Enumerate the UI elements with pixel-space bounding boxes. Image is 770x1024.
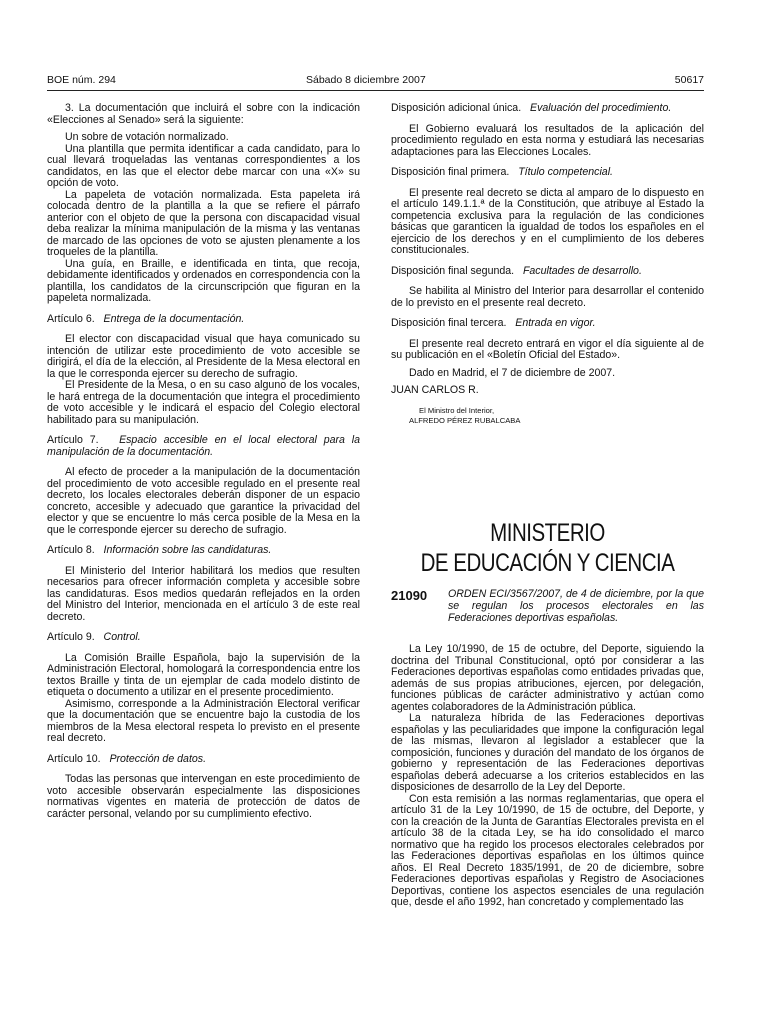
paragraph: Al efecto de proceder a la manipulación de la documentación del procedimiento de voto accesible regulado en el presente real decreto, los locales electorales deberán disponer de un espacio concreto, accesible y adecuado que garantice la privacidad del elector y que se encuentre lo más cerca posible de la Mesa en la que le corresponde ejercer su derecho de sufragio. (47, 466, 360, 536)
paragraph: Se habilita al Ministro del Interior para desarrollar el contenido de lo previsto en el presente real decreto. (391, 285, 704, 309)
provision-title: Título competencial. (518, 166, 613, 178)
provision-heading (391, 318, 704, 330)
paragraph: El Ministerio del Interior habilitará los medios que resulten necesarios para ofrecer información completa y accesible sobre las candidaturas. Esos medios quedarán reflejados en la orden del Ministro del Interior, mencionada en el artículo 3 de este real decreto. (47, 564, 360, 623)
ministry-line-1: MINISTERIO (490, 519, 605, 547)
right-column (391, 103, 704, 427)
paragraph: Una guía, en Braille, e identificada en tinta, que recoja, debidamente identificados y ordenados en correspondencia con la plantilla, los candidatos de la circunscripción que figuran en la papeleta normalizada. (47, 257, 360, 304)
paragraph: 3. La documentación que incluirá el sobre con la indicación «Elecciones al Senado» será la siguiente: (47, 102, 360, 126)
article-label: Artículo 9. (47, 631, 95, 643)
paragraph: La Ley 10/1990, de 15 de octubre, del Deporte, siguiendo la doctrina del Tribunal Constitucional, optó por considerar a las Federaciones deportivas españolas como entidades privadas que, además de sus propias atribuciones, ejercen, por delegación, funciones públicas de carácter administrativo y actúan como agentes colaboradores de la Administración pública. (391, 643, 704, 713)
paragraph: El Gobierno evaluará los resultados de la aplicación del procedimiento regulado en esta norma y estudiará las necesarias adaptaciones para las Elecciones Locales. (391, 122, 704, 158)
article-title: Control. (103, 631, 141, 643)
minister-name: ALFREDO PÉREZ RUBALCABA (409, 416, 521, 425)
order-title: ORDEN ECI/3567/2007, de 4 de diciembre, por la que se regulan los procesos electorales en las Federaciones deportivas españolas. (448, 588, 704, 624)
paragraph: El elector con discapacidad visual que haya comunicado su intención de utilizar este procedimiento de voto accesible se dirigirá, el día de la elección, al Presidente de la Mesa electoral en la que le corresponda ejercer su derecho de sufragio. (47, 333, 360, 380)
order-body (391, 644, 704, 909)
paragraph: Con esta remisión a las normas reglamentarias, que opera el artículo 31 de la Ley 10/1990, de 15 de octubre, del Deporte, y con la creación de la Junta de Garantías Electorales prevista en el artículo 38 de la citada Ley, se ha ido consolidado el marco normativo que ha regido los procesos electorales celebrados por las Federaciones deportivas españolas en los últimos quince años. El Real Decreto 1835/1991, de 20 de diciembre, sobre Federaciones deportivas españolas y Registro de Asociaciones Deportivas, contiene los aspectos esenciales de una regulación que, desde el año 1992, han concretado y complementado las (391, 792, 704, 908)
paragraph: Un sobre de votación normalizado. (65, 131, 229, 143)
provision-heading (391, 167, 704, 179)
article-heading (47, 545, 360, 557)
article-title: Espacio accesible en el local electoral para la manipulación de la documentación. (47, 434, 360, 458)
provision-label: Disposición final primera. (391, 166, 510, 178)
publication-date: Sábado 8 diciembre 2007 (306, 74, 426, 86)
provision-heading (391, 103, 704, 115)
ministry-heading (419, 518, 676, 578)
paragraph: Una plantilla que permita identificar a cada candidato, para lo cual llevará troqueladas las ventanas correspondientes a los candidatos, en las que el elector debe marcar con una «X» su opción de voto. (47, 142, 360, 189)
article-label: Artículo 8. (47, 544, 95, 556)
page-header (47, 74, 704, 88)
header-rule (47, 90, 704, 91)
provision-label: Disposición final segunda. (391, 264, 515, 277)
paragraph: La papeleta de votación normalizada. Esta papeleta irá colocada dentro de la plantilla a la que se refiere el párrafo anterior con el objeto de que la persona con discapacidad visual deba realizar la mínima manipulación de la misma y las ventanas de marcado de las opciones de voto se ajusten plenamente a los troqueles de la plantilla. (47, 188, 360, 258)
paragraph: El presente real decreto se dicta al amparo de lo dispuesto en el artículo 149.1.1.ª de la Constitución, que atribuye al Estado la competencia exclusiva para la regulación de las condiciones básicas que garanticen la igualdad de todos los españoles en el ejercicio de los derechos y en el cumplimiento de los deberes constitucionales. (391, 186, 704, 256)
paragraph: La naturaleza híbrida de las Federaciones deportivas españolas y las peculiaridades que impone la configuración legal de las mismas, llevaron al legislador a establecer que la composición, funciones y duración del mandato de los órganos de gobierno y representación de las Federaciones deportivas españolas deberá adecuarse a los criterios establecidos en las disposiciones de desarrollo de la Ley del Deporte. (391, 712, 704, 793)
article-heading (47, 754, 360, 766)
paragraph: El presente real decreto entrará en vigor el día siguiente al de su publicación en el «Boletín Oficial del Estado». (391, 337, 704, 361)
article-title: Protección de datos. (109, 752, 207, 765)
article-title: Entrega de la documentación. (103, 312, 245, 325)
provision-label: Disposición adicional única. (391, 102, 522, 114)
provision-title: Facultades de desarrollo. (522, 264, 642, 277)
page-number: 50617 (674, 74, 704, 86)
paragraph: El Presidente de la Mesa, o en su caso alguno de los vocales, le hará entrega de la documentación que integra el procedimiento de voto accesible y le indicará el espacio del Colegio electoral habilitado para su manipulación. (47, 379, 360, 426)
provision-title: Evaluación del procedimiento. (530, 102, 672, 114)
article-heading (47, 314, 360, 326)
paragraph: La Comisión Braille Española, bajo la supervisión de la Administración Electoral, homologará la correspondencia entre los textos Braille y tinta de un ejemplar de cada modelo distinto de etiqueta o documento a utilizar en el presente procedimiento. (47, 651, 360, 698)
provision-title: Entrada en vigor. (515, 317, 596, 329)
paragraph: Todas las personas que intervengan en este procedimiento de voto accesible observarán especialmente las disposiciones normativas vigentes en materia de protección de datos de carácter personal, velando por su cumplimiento efectivo. (47, 773, 360, 820)
ministry-line-2: DE EDUCACIÓN Y CIENCIA (420, 549, 675, 577)
article-label: Artículo 10. (47, 752, 101, 765)
king-signature: JUAN CARLOS R. (391, 384, 479, 396)
left-column (47, 103, 360, 820)
gazette-issue: BOE núm. 294 (47, 74, 116, 86)
article-heading (47, 632, 360, 644)
provision-label: Disposición final tercera. (391, 317, 507, 329)
paragraph: Asimismo, corresponde a la Administración Electoral verificar que la documentación que se encuentre bajo la custodia de los miembros de la Mesa electoral respeta lo previsto en el presente real decreto. (47, 697, 360, 744)
article-title: Información sobre las candidaturas. (103, 544, 272, 556)
article-label: Artículo 6. (47, 312, 95, 325)
article-label: Artículo 7. (47, 434, 99, 446)
minister-role: El Ministro del Interior, (419, 405, 495, 415)
article-heading (47, 435, 360, 458)
order-number: 21090 (391, 588, 428, 603)
dated-line: Dado en Madrid, el 7 de diciembre de 2007. (409, 366, 616, 379)
provision-heading (391, 266, 704, 278)
